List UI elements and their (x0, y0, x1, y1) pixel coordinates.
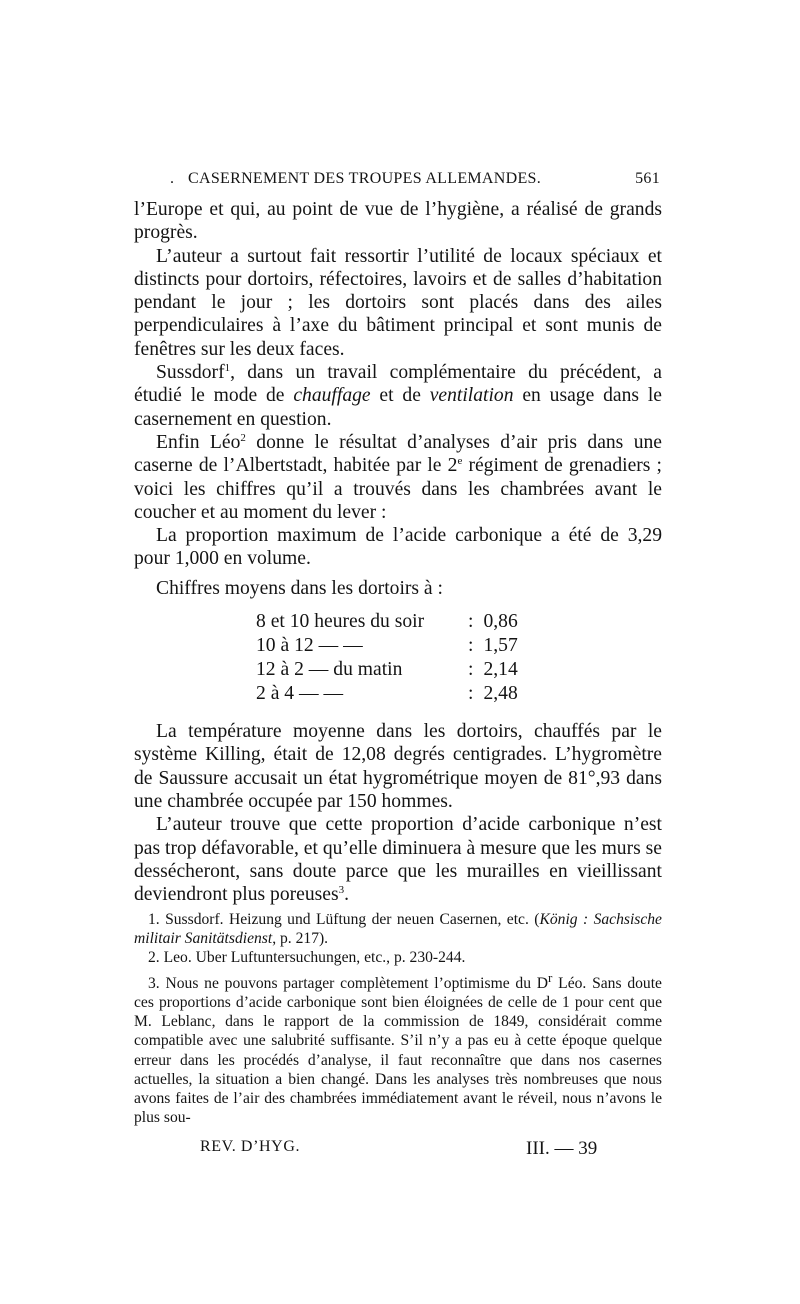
text-run: La température moyenne dans les dortoirs, chauffés par le système Killing, était de 12,08 degrés centigrades. L’hygromètre de Saussure accusait un état hygrométrique moyen de 81°,93 dans une chambrée occupée par 150 hommes. (134, 721, 662, 812)
page-number: 561 (635, 170, 660, 187)
table-range: 8 et 10 heures du soir (256, 611, 425, 633)
table-value: 2,14 (483, 659, 518, 681)
paragraph (134, 524, 662, 571)
paragraph (134, 813, 662, 906)
text-run: et de (370, 385, 430, 407)
text-run: Chiffres moyens dans les dortoirs à : (156, 577, 443, 599)
table-row (256, 682, 662, 706)
text-run: donne le résultat d’analyses d’air pris dans une caserne de l’Albertstadt, habitée par le 2 (134, 431, 662, 477)
table-row (256, 610, 662, 634)
paragraph (134, 198, 662, 245)
footer-journal: REV. D’HYG. (200, 1138, 301, 1155)
table-value: 2,48 (483, 683, 518, 705)
footnote (134, 910, 662, 948)
paragraph (134, 361, 662, 431)
table-range: 10 à 12 — — (256, 635, 363, 657)
superscript: 2 (240, 431, 246, 444)
co2-table (134, 610, 662, 706)
footnote (134, 968, 662, 1128)
table-separator: : (468, 659, 474, 681)
paragraph (134, 431, 662, 524)
table-range: 2 à 4 — — (256, 683, 344, 705)
text-run: L’auteur a surtout fait ressortir l’utilité de locaux spéciaux et distincts pour dortoirs, réfectoires, lavoirs et de salles d’habitation pendant le jour ; les dortoirs sont placés dans des ailes perpendiculaires à l’axe du bâtiment principal et sont munis de fenêtres sur les deux faces. (134, 245, 662, 360)
main-text (134, 198, 662, 906)
table-separator: : (468, 635, 474, 657)
footnotes (134, 910, 662, 1127)
paragraphs-before-table (134, 198, 662, 600)
text-run: , dans un travail complémentaire du précédent, a étudié le mode de (134, 362, 662, 407)
text-run: , p. 217). (272, 930, 329, 948)
superscript: 3 (338, 884, 345, 897)
paragraph (134, 577, 662, 600)
superscript: r (548, 969, 553, 985)
table-value: 0,86 (483, 611, 518, 633)
text-run: Enfin Léo (156, 431, 241, 453)
paragraph (134, 720, 662, 813)
text-run: Léo. Sans doute ces proportions d’acide carbonique sont bien éloignées de celle de 1 pour cent que M. Leblanc, dans le rapport de la commission de 1849, considérait comme compatible avec une salubrité suffisante. S’il n’y a pas eu à cette époque quelque erreur dans les procédés d’analyse, il faut reconnaître que dans nos casernes actuelles, la situation a bien changé. Dans les analyses très nombreuses que nous avons faites de l’air des chambrées immédiatement avant le réveil, nous n’avons le plus sou- (134, 974, 662, 1127)
footnote (134, 948, 662, 967)
table-range: 12 à 2 — du matin (256, 659, 403, 681)
table-row (256, 634, 662, 658)
text-run: Sussdorf (156, 362, 225, 384)
superscript: e (457, 455, 463, 468)
header-dot: . (170, 170, 175, 187)
text-run: . (344, 884, 350, 906)
text-run: La proportion maximum de l’acide carbonique a été de 3,29 pour 1,000 en volume. (134, 525, 662, 570)
text-run: L’auteur trouve que cette proportion d’acide carbonique n’est pas trop défavorable, et qu’elle diminuera à mesure que les murs se dessécheront, sans doute parce que les murailles en vieillissant deviendront plus poreuses (134, 814, 662, 906)
table-separator: : (468, 683, 474, 705)
superscript: 1 (224, 362, 231, 375)
text-run: régiment de grenadiers ; voici les chiffres qu’il a trouvés dans les chambrées avant le coucher et au moment du lever : (134, 455, 662, 523)
footer-sheet-number: III. — 39 (526, 1138, 598, 1159)
table-separator: : (468, 611, 474, 633)
table-value: 1,57 (483, 635, 518, 657)
text-run: en usage dans le casernement en question. (134, 385, 662, 430)
text-run: l’Europe et qui, au point de vue de l’hygiène, a réalisé de grands progrès. (134, 199, 662, 244)
text-run: 2. Leo. Uber Luftuntersuchungen, etc., p. 230-244. (148, 949, 466, 967)
text-run: 1. Sussdorf. Heizung und Lüftung der neuen Casernen, etc. ( (148, 911, 540, 928)
italic-text: König : Sachsische militair Sanitätsdienst (134, 911, 662, 948)
paragraph (134, 245, 662, 361)
paragraphs-after-table (134, 720, 662, 906)
italic-text: ventilation (429, 385, 514, 407)
header-title: CASERNEMENT DES TROUPES ALLEMANDES. (188, 170, 542, 187)
table-row (256, 658, 662, 682)
italic-text: chauffage (293, 385, 371, 407)
text-run: 3. Nous ne pouvons partager complètement l’optimisme du D (148, 974, 549, 992)
